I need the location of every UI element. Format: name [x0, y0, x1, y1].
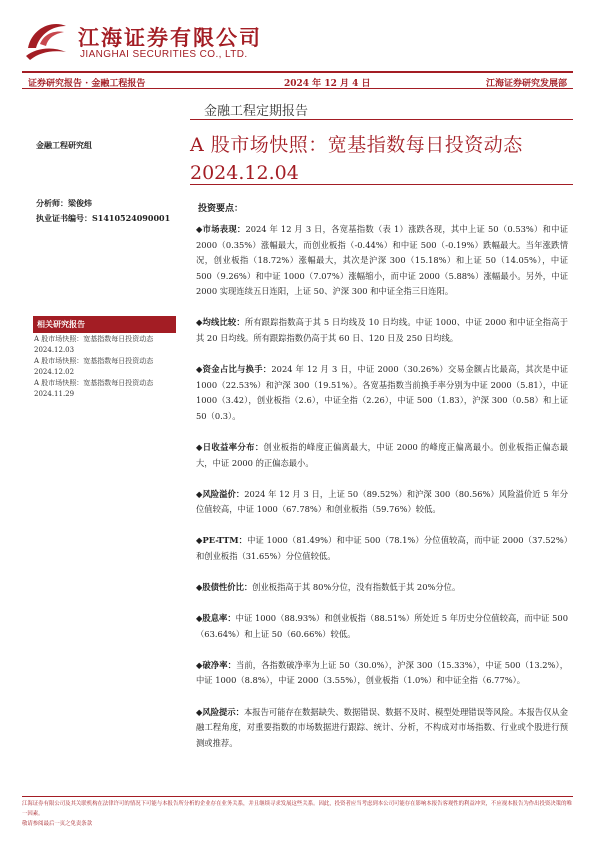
analyst-name: 分析师：梁俊炜	[36, 198, 92, 208]
divider	[22, 796, 573, 797]
report-category: 证券研究报告 · 金融工程报告	[28, 79, 146, 89]
point-text: 当前，各指数破净率为上证 50（30.0%），沪深 300（15.33%），中证 500（13.2%），中证 1000（8.8%），中证 2000（3.55%），创业板指（1.0%）和中证全指（6.77%）。	[196, 659, 568, 686]
investment-points-heading: 投资要点：	[198, 204, 244, 214]
point-label: ◆风险溢价：	[196, 488, 245, 499]
point-text: 2024 年 12 月 3 日，上证 50（89.52%）和沪深 300（80.56%）风险溢价近 5 年分位值较高，中证 1000（67.78%）和创业板指（59.76%）较低。	[196, 488, 568, 515]
point-label: ◆市场表现：	[196, 224, 246, 234]
related-report-link[interactable]: A 股市场快照：宽基指数每日投资动态 2024.11.29	[34, 379, 154, 398]
point-label: ◆股息率：	[196, 613, 236, 624]
point-text: 中证 1000（88.93%）和创业板指（88.51%）所处近 5 年历史分位值较高，而中证 500（63.64%）和上证 50（60.66%）较低。	[196, 613, 568, 639]
point-text: 创业板指高于其 80%分位，没有指数低于其 20%分位。	[252, 582, 461, 593]
footer-disclaimer: 江海证券有限公司及其关联机构在法律许可的情况下可能与本报告所分析的企业存在业务关系，并且继续寻求发展这些关系。因此，投资者应当考虑到本公司可能存在影响本报告客观性的利益冲突，不应视本报告为作出投资决策的唯一因素。	[22, 801, 572, 817]
related-reports-title: 相关研究报告	[33, 316, 176, 333]
report-title-date: 2024.12.04	[190, 162, 299, 184]
point-stock-bond-ratio	[196, 580, 568, 596]
company-logo	[22, 16, 262, 66]
point-moving-average	[196, 315, 568, 346]
related-reports	[33, 316, 176, 399]
point-below-book	[196, 658, 568, 689]
point-return-distribution	[196, 440, 568, 471]
point-text: 2024 年 12 月 3 日，各宽基指数（表 1）涨跌各现，其中上证 50（0.53%）和中证 2000（0.35%）涨幅最大，而创业板指（-0.44%）和中证 500（-0.19%）跌幅最大。当年涨跌情况，创业板指（18.72%）涨幅最大，其次是沪深 300（15.18%）和上证 50（14.05%），中证 500（9.26%）和中证 1000（7.07%）涨幅缩小，而中证 2000（5.88%）涨幅最小。另外，中证 2000 实现连续五日连阳，上证 50、沪深 300 和中证全指三日连阳。	[196, 224, 568, 297]
point-label: ◆股债性价比：	[196, 582, 253, 593]
point-label: ◆资金占比与换手：	[196, 364, 272, 375]
footer-notice: 敬请参阅最后一页之免责条款	[22, 821, 93, 827]
research-department: 江海证券研究发展部	[485, 79, 567, 89]
point-text: 本报告可能存在数据缺失、数据错误、数据不及时、模型处理错误等风险。本报告仅从金融工程角度，对重要指数的市场数据进行跟踪、统计、分析，不构成对市场指数、行业或个股进行预测或推荐。	[196, 706, 568, 748]
divider	[190, 184, 573, 185]
company-name-cn: 江海证券有限公司	[78, 25, 262, 50]
company-name-en: JIANGHAI SECURITIES CO., LTD.	[80, 49, 248, 60]
investment-points	[196, 222, 568, 767]
point-text: 中证 1000（81.49%）和中证 500（78.1%）分位值较高，而中证 2000（37.52%）和创业板指（31.65%）分位值较低。	[196, 535, 568, 561]
research-group: 金融工程研究组	[36, 140, 92, 150]
point-dividend-yield	[196, 611, 568, 642]
analyst-certificate: 执业证书编号：S1410524090001	[36, 213, 171, 223]
point-text: 所有跟踪指数高于其 5 日均线及 10 日均线。中证 1000、中证 2000 和中证全指高于其 20 日均线。所有跟踪指数仍高于其 60 日、120 日及 250 日均线。	[196, 317, 569, 344]
report-title: A 股市场快照：宽基指数每日投资动态	[190, 134, 523, 156]
report-type: 金融工程定期报告	[204, 104, 309, 119]
related-report-link[interactable]: A 股市场快照：宽基指数每日投资动态 2024.12.03	[34, 335, 154, 354]
header-bar	[22, 71, 573, 89]
point-label: ◆日收益率分布：	[196, 442, 264, 453]
point-label: ◆PE-TTM：	[196, 535, 248, 546]
point-risk-warning	[196, 705, 568, 752]
point-text: 2024 年 12 月 3 日，中证 2000（30.26%）交易金额占比最高，其次是中证 1000（22.53%）和沪深 300（19.51%）。各宽基指数当前换手率分别为中证 2000（5.81），中证 1000（3.42），创业板指（2.6），中证全指（2.26），中证 500（1.83），沪深 300（0.58）和上证 50（0.3）。	[196, 364, 568, 421]
report-date: 2024 年 12 月 4 日	[284, 79, 371, 89]
point-risk-premium	[196, 487, 568, 518]
point-market-performance	[196, 222, 568, 300]
point-label: ◆均线比较：	[196, 317, 245, 328]
point-label: ◆风险提示：	[196, 706, 244, 717]
footer	[22, 799, 573, 829]
point-label: ◆破净率：	[196, 659, 236, 670]
divider	[190, 119, 573, 120]
point-pe-ttm	[196, 533, 568, 564]
company-emblem-icon	[22, 18, 70, 62]
related-report-link[interactable]: A 股市场快照：宽基指数每日投资动态 2024.12.02	[34, 357, 154, 376]
point-turnover	[196, 362, 568, 424]
point-text: 创业板指的峰度正偏离最大，中证 2000 的峰度正偏离最小。创业板指正偏态最大，中证 2000 的正偏态最小。	[196, 442, 568, 468]
